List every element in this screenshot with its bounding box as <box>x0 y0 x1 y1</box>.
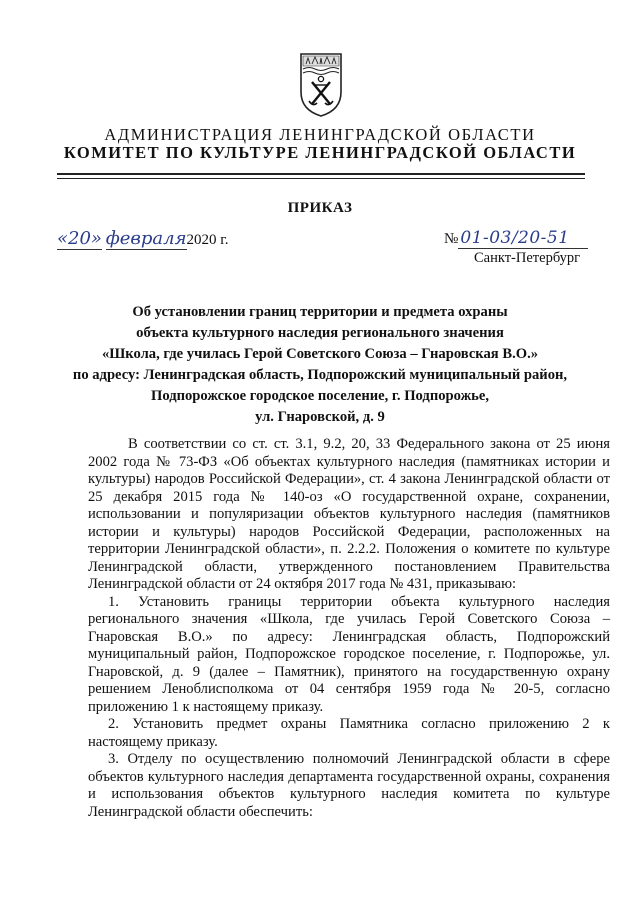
title-line: объекта культурного наследия регионального значения <box>136 325 504 341</box>
order-number-prefix: № <box>444 231 459 247</box>
date-month: февраля <box>105 228 187 249</box>
order-number-value: 01-03/20-51 <box>458 228 588 249</box>
title-line: «Школа, где училась Герой Советского Союза – Гнаровская В.О.» <box>101 346 539 362</box>
order-title <box>40 302 600 428</box>
date-day: «20» <box>57 228 102 249</box>
issue-city: Санкт-Петербург <box>474 250 581 266</box>
clause-3: 3. Отделу по осуществлению полномочий Ленинградской области в сфере объектов культурного наследия департамента государственной охраны, сохранения и использования объектов культурного наследия комитета по культуре Ленинградской области обеспечить: <box>88 751 610 820</box>
organization-name: АДМИНИСТРАЦИЯ ЛЕНИНГРАДСКОЙ ОБЛАСТИ <box>104 125 536 144</box>
order-body <box>88 436 610 821</box>
clause-2: 2. Установить предмет охраны Памятника согласно приложению 2 к настоящему приказу. <box>88 716 610 750</box>
title-line: Подпорожское городское поселение, г. Подпорожье, <box>150 388 489 404</box>
preamble-paragraph: В соответствии со ст. ст. 3.1, 9.2, 20, 33 Федерального закона от 25 июня 2002 года № 73-ФЗ «Об объектах культурного наследия (памятниках истории и культуры) народов Российской Федерации», ст. 4 закона Ленинградской области от 25 декабря 2015 года № 140-оз «О государственной охране, сохранении, использовании и популяризации объектов культурного наследия (памятников истории и культуры) народов Российской Федерации, расположенных на территории Ленинградской области», п. 2.2.2. Положения о комитете по культуре Ленинградской области, утвержденного постановлением Правительства Ленинградской области от 24 октября 2017 года № 431, приказываю: <box>88 436 610 592</box>
header-divider <box>57 173 585 175</box>
document-type: ПРИКАЗ <box>287 200 353 216</box>
committee-name: КОМИТЕТ ПО КУЛЬТУРЕ ЛЕНИНГРАДСКОЙ ОБЛАСТИ <box>63 143 577 162</box>
title-line: Об установлении границ территории и предмета охраны <box>132 304 508 320</box>
order-date <box>57 228 229 249</box>
header-divider-thin <box>57 178 585 179</box>
title-line: по адресу: Ленинградская область, Подпорожский муниципальный район, <box>72 367 568 383</box>
date-year: 2020 г. <box>186 232 229 248</box>
title-line: ул. Гнаровской, д. 9 <box>255 409 385 425</box>
coat-of-arms-icon <box>298 52 344 118</box>
order-number <box>444 228 588 249</box>
clause-1: 1. Установить границы территории объекта культурного наследия регионального значения «Школа, где училась Герой Советского Союза – Гнаровская В.О.» по адресу: Ленинградская область, Подпорожский муниципальный район, Подпорожское городское поселение, г. Подпорожье, ул. Гнаровской, д. 9 (далее – Памятник), принятого на государственную охрану решением Леноблисполкома от 04 сентября 1959 года № 20-5, согласно приложению 1 к настоящему приказу. <box>88 593 610 715</box>
